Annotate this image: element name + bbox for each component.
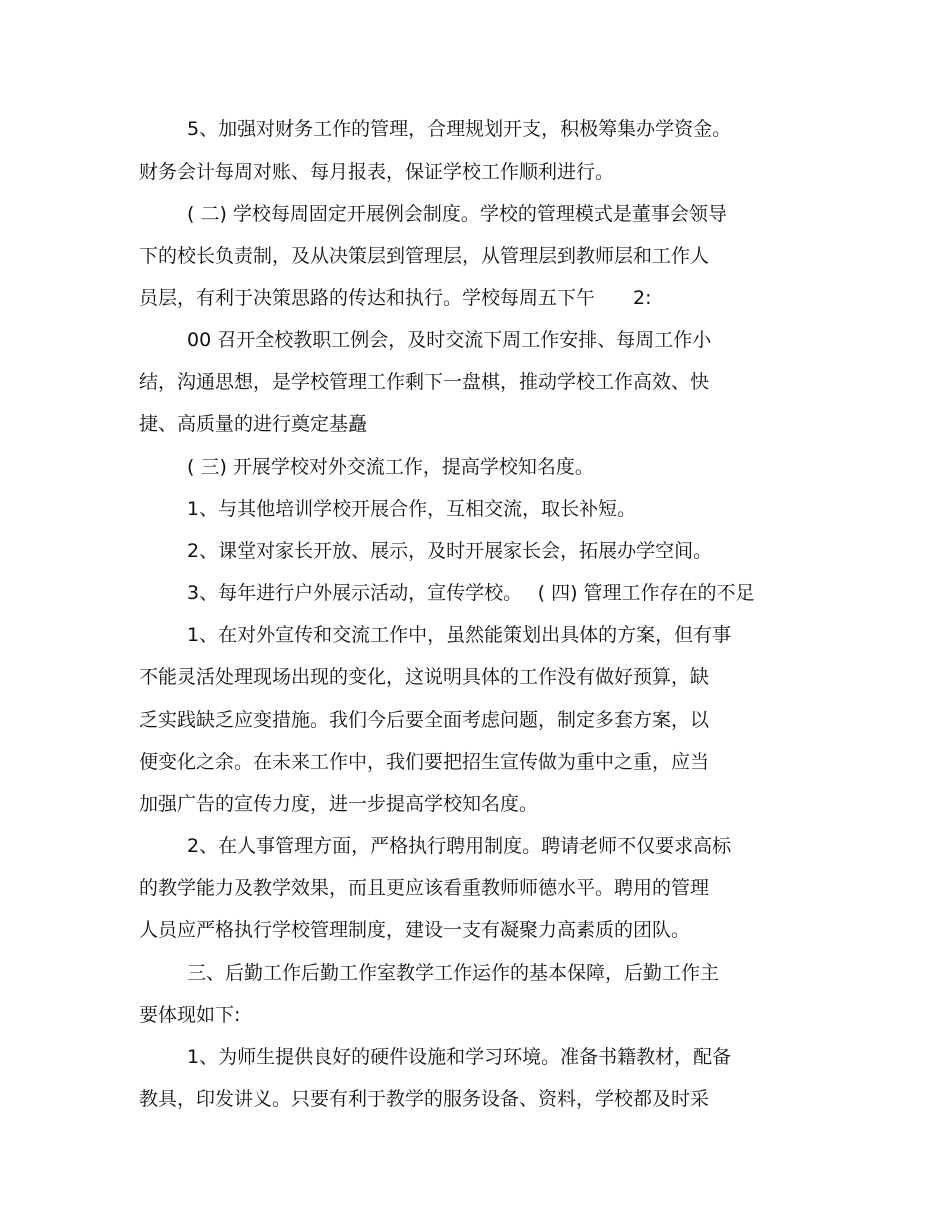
text-line: 捷、高质量的进行奠定基矗 <box>139 413 368 435</box>
text-line: 1、为师生提供良好的硬件设施和学习环境。准备书籍教材，配备 <box>187 1046 732 1068</box>
text-line: 2、课堂对家长开放、展示，及时开展家长会，拓展办学空间。 <box>187 540 713 562</box>
text-line: 3、每年进行户外展示活动，宣传学校。 ( 四) 管理工作存在的不足 <box>187 582 755 604</box>
text-line: 1、在对外宣传和交流工作中，虽然能策划出具体的方案，但有事 <box>187 624 732 646</box>
text-line: ( 三) 开展学校对外交流工作，提高学校知名度。 <box>187 456 594 478</box>
text-line: 教具，印发讲义。只要有利于教学的服务设备、资料，学校都及时采 <box>139 1088 710 1110</box>
text-line: 人员应严格执行学校管理制度，建设一支有凝聚力高素质的团队。 <box>139 919 691 941</box>
text-line: ( 二) 学校每周固定开展例会制度。学校的管理模式是董事会领导 <box>187 203 727 225</box>
text-line: 不能灵活处理现场出现的变化，这说明具体的工作没有做好预算，缺 <box>139 666 710 688</box>
text-line: 下的校长负责制，及从决策层到管理层，从管理层到教师层和工作人 <box>139 245 710 267</box>
text-line: 员层，有利于决策思路的传达和执行。学校每周五下午 2: <box>139 287 652 309</box>
text-line: 的教学能力及教学效果，而且更应该看重教师师德水平。聘用的管理 <box>139 877 710 899</box>
text-line: 便变化之余。在未来工作中，我们要把招生宣传做为重中之重，应当 <box>139 751 710 773</box>
text-line: 三、后勤工作后勤工作室教学工作运作的基本保障，后勤工作主 <box>187 962 720 984</box>
text-line: 结，沟通思想，是学校管理工作剩下一盘棋，推动学校工作高效、快 <box>139 371 710 393</box>
text-line: 要体现如下: <box>139 1004 241 1026</box>
text-line: 2、在人事管理方面，严格执行聘用制度。聘请老师不仅要求高标 <box>187 835 732 857</box>
text-line: 财务会计每周对账、每月报表，保证学校工作顺利进行。 <box>139 161 615 183</box>
text-line: 加强广告的宣传力度，进一步提高学校知名度。 <box>139 793 539 815</box>
text-line: 00 召开全校教职工例会，及时交流下周工作安排、每周工作小 <box>187 329 712 351</box>
text-line: 5、加强对财务工作的管理，合理规划开支，积极筹集办学资金。 <box>187 118 732 140</box>
text-line: 乏实践缺乏应变措施。我们今后要全面考虑问题，制定多套方案，以 <box>139 709 710 731</box>
text-line: 1、与其他培训学校开展合作，互相交流，取长补短。 <box>187 498 637 520</box>
